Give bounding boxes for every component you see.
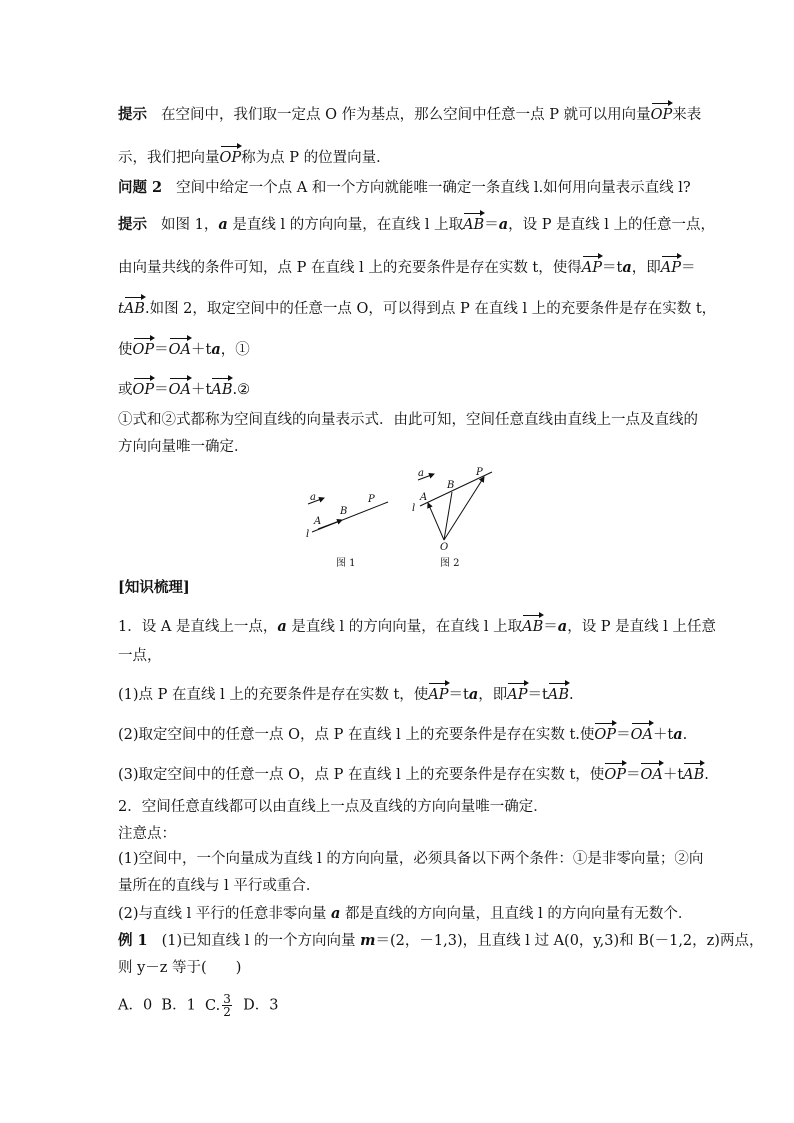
vector-op: OP (604, 762, 626, 785)
example1-line1: 例 1 (1)已知直线 l 的一个方向向量 m＝(2，－1,3)，且直线 l 过 A(0，y,3)和 B(－1,2，z)两点， (118, 932, 764, 949)
example1-line2: 则 y－z 等于( ) (118, 960, 242, 976)
vector-ap: AP (582, 255, 602, 278)
hint2-line2: 由向量共线的条件可知，点 P 在直线 l 上的充要条件是存在实数 t，使得AP＝ta，即AP＝ (118, 255, 695, 278)
fig2-label-l: l (412, 503, 416, 514)
hint2-formula1: 使OP＝OA＋ta，① (118, 337, 250, 360)
hint2-line3: tAB.如图 2，取定空间中的任意一点 O，可以得到点 P 在直线 l 上的充要条件是存在实数 t， (118, 296, 716, 319)
vector-ab: AB (124, 296, 145, 319)
vector-oa: OA (640, 762, 662, 785)
figures (296, 460, 506, 570)
knowledge-s1: (1)点 P 在直线 l 上的充要条件是存在实数 t，使AP＝ta，即AP＝tAB. (118, 682, 574, 705)
figure-1 (306, 492, 388, 569)
knowledge-p1-line2: 一点， (118, 648, 162, 664)
fig1-label-a: a (310, 492, 316, 503)
vector-oa-arrow (428, 503, 444, 540)
fig1-label-P: P (368, 494, 375, 505)
hint2-formula2: 或OP＝OA＋tAB.② (118, 377, 250, 400)
figure-2 (412, 467, 492, 569)
fig2-caption: 图 2 (440, 558, 460, 569)
fig2-label-A: A (420, 492, 428, 503)
option-d: D．3 (243, 997, 279, 1014)
question-label: 问题 2 (118, 179, 163, 196)
knowledge-s3: (3)取定空间中的任意一点 O，点 P 在直线 l 上的充要条件是存在实数 t，使OP＝OA＋tAB. (118, 762, 709, 785)
example1-options (118, 993, 278, 1018)
fig2-label-O: O (440, 542, 449, 553)
vector-ab: AB (683, 762, 704, 785)
notes-n2: (2)与直线 l 平行的任意非零向量 a 都是直线的方向向量，且直线 l 的方向向量有无数个． (118, 905, 693, 922)
hint-label: 提示 (118, 216, 147, 233)
fig1-caption: 图 1 (336, 558, 356, 569)
knowledge-heading: [知识梳理] (118, 579, 190, 596)
vector-ap: AP (661, 255, 681, 278)
knowledge-p2: 2．空间任意直线都可以由直线上一点及直线的方向向量唯一确定． (118, 799, 548, 815)
knowledge-p1-line1: 1．设 A 是直线上一点，a 是直线 l 的方向向量，在直线 l 上取AB＝a，设 P 是直线 l 上任意 (118, 614, 716, 637)
option-c: C. $\frac{3}{2}$ (205, 992, 231, 1019)
hint1-line1: 提示 在空间中，我们取一定点 O 作为基点，那么空间中任意一点 P 就可以用向量OP来表 (118, 102, 701, 125)
notes-n1-line1: (1)空间中，一个向量成为直线 l 的方向向量，必须具备以下两个条件：①是非零向量；②向 (118, 851, 704, 867)
vector-ab: AB (522, 614, 543, 637)
vector-oa: OA (169, 337, 191, 360)
fraction-three-halves: $\frac{3}{2}$ (223, 992, 231, 1019)
hint2-line1: 提示 如图 1，a 是直线 l 的方向向量，在直线 l 上取AB＝a，设 P 是直线 l 上的任意一点， (118, 212, 715, 235)
vector-op: OP (220, 145, 242, 168)
vector-oa: OA (631, 722, 653, 745)
hint2-conclusion-line2: 方向向量唯一确定． (118, 439, 249, 455)
example-label: 例 1 (118, 932, 148, 949)
fig1-label-A: A (314, 516, 322, 527)
vector-ab: AB (463, 212, 484, 235)
fig2-label-P: P (476, 467, 483, 478)
vector-ab: AB (211, 377, 232, 400)
fig2-label-a: a (418, 468, 424, 479)
vector-op: OP (651, 102, 673, 125)
vector-ab: AB (548, 682, 569, 705)
hint-label: 提示 (118, 106, 147, 123)
question2: 问题 2 空间中给定一个点 A 和一个方向就能唯一确定一条直线 l.如何用向量表示直线 l? (118, 179, 691, 196)
notes-n1-line2: 量所在的直线与 l 平行或重合． (118, 878, 321, 894)
fig2-label-B: B (447, 480, 455, 491)
fig1-label-B: B (340, 506, 348, 517)
vector-op: OP (594, 722, 616, 745)
hint2-conclusion-line1: ①式和②式都称为空间直线的向量表示式．由此可知，空间任意直线由直线上一点及直线的 (118, 412, 698, 428)
vector-ab-arrow (318, 520, 342, 529)
option-a: A．0 (118, 997, 153, 1014)
notes-heading: 注意点： (118, 826, 176, 842)
hint1-line2: 示，我们把向量OP称为点 P 的位置向量． (118, 145, 391, 168)
vector-ap: AP (507, 682, 527, 705)
vector-oa: OA (169, 377, 191, 400)
vector-op: OP (133, 337, 155, 360)
vector-op: OP (133, 377, 155, 400)
knowledge-s2: (2)取定空间中的任意一点 O，点 P 在直线 l 上的充要条件是存在实数 t.使OP＝OA＋ta. (118, 722, 687, 745)
vector-ap: AP (428, 682, 448, 705)
fig1-label-l: l (306, 529, 310, 540)
option-b: B．1 (161, 997, 196, 1014)
